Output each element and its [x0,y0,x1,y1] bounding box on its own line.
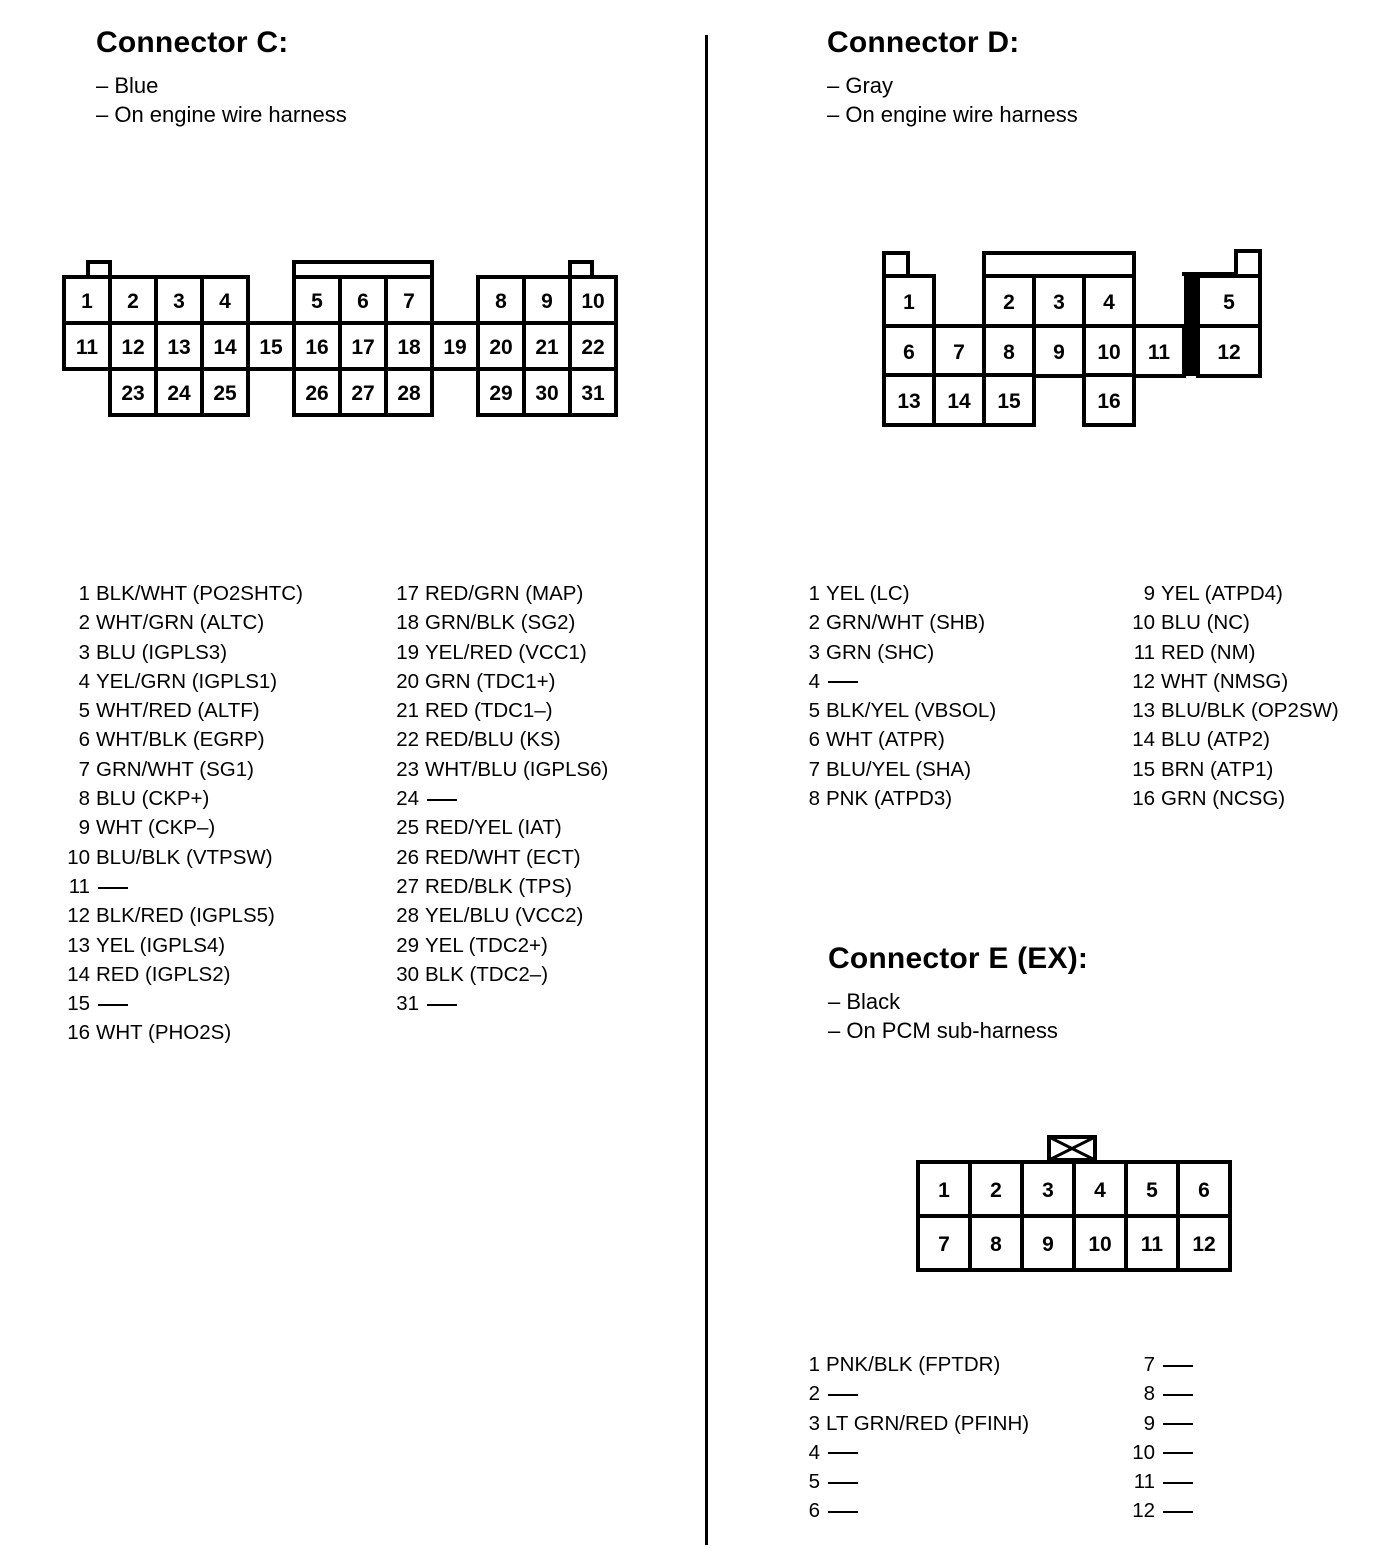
pin-cavity-number: 21 [535,336,559,359]
connector-e-notes [828,987,1058,1045]
pin-label: YEL (LC) [826,582,910,605]
pin-row [800,608,996,637]
pin-cavity-number: 26 [305,382,329,405]
pin-row [800,1379,1029,1408]
connector-d-title: Connector D: [827,26,1020,59]
pin-cavity-number: 8 [1003,341,1015,364]
pin-number: 8 [78,787,90,811]
pin-row [800,1467,1029,1496]
pin-number: 3 [808,640,820,664]
pin-row [1119,667,1339,696]
latch-tab [64,262,110,277]
unused-pin-dash [828,1511,858,1513]
connector-c-color-note: – Blue [96,73,159,98]
pin-label: RED (NM) [1161,640,1256,664]
pin-cavity-number: 10 [581,290,605,313]
latch-tab [570,262,592,277]
pin-label: WHT/GRN (ALTC) [96,611,265,635]
pin-label: BLK/RED (IGPLS5) [96,904,275,928]
pin-cavity-number: 2 [1003,291,1015,314]
connector-c-pin-list-2 [389,579,608,1018]
pin-number: 14 [1132,728,1155,752]
pin-row [60,755,303,784]
pin-cavity-number: 25 [213,382,237,405]
pin-row [60,784,303,813]
unused-pin-dash [1163,1511,1193,1513]
pin-number: 20 [396,669,419,693]
pin-row [389,579,608,608]
connector-e-diagram [700,1100,1392,1300]
pin-number: 2 [808,1382,820,1406]
pin-row [389,931,608,960]
pin-row [60,843,303,872]
pin-number: 3 [808,1411,820,1435]
connector-d-diagram [700,0,1392,500]
pin-number: 15 [67,992,90,1016]
pin-number: 12 [1132,669,1155,693]
pin-row [800,725,996,754]
pin-cavity-number: 6 [357,290,369,313]
pin-cavity-number: 29 [489,382,513,405]
unused-pin-dash [1163,1365,1193,1367]
pin-cavity-number: 11 [1147,341,1171,364]
pin-row [800,1496,1029,1525]
latch-tab [1184,274,1236,276]
pin-cavity-number: 1 [903,291,915,314]
unused-pin-dash [1163,1394,1193,1396]
pin-cavity-number: 12 [1217,341,1241,364]
pin-cavity-number: 2 [127,290,139,313]
pin-label: RED/BLK (TPS) [425,874,572,898]
pin-number: 11 [1133,1470,1155,1494]
pin-row [1119,1467,1193,1496]
pin-row [60,813,303,842]
pin-label: BLU/YEL (SHA) [826,757,972,781]
pin-number: 19 [396,640,419,664]
pin-cavity-number: 16 [1097,390,1121,413]
latch-tab [1236,251,1260,276]
pin-label: BLU/BLK (VTPSW) [96,845,273,869]
pin-label: WHT (NMSG) [1161,669,1289,693]
pin-number: 6 [808,1499,820,1523]
unused-pin-dash [1163,1423,1193,1425]
pin-cavity-number: 12 [121,336,145,359]
pin-row [800,696,996,725]
pin-cavity-number: 9 [1042,1233,1054,1256]
pin-cavity-number: 22 [581,336,605,359]
pin-label: RED/WHT (ECT) [425,845,581,869]
key-bracket [984,253,1134,276]
pin-label: BLU (IGPLS3) [96,640,228,664]
pin-number: 16 [1132,787,1155,811]
pin-cavity-number: 13 [897,390,921,413]
pin-row [389,696,608,725]
connector-e-pin-list-1 [800,1350,1029,1526]
pin-cavity-number: 6 [903,341,915,364]
connector-d-pin-list-1 [800,579,996,813]
pin-number: 11 [68,874,90,898]
pin-cavity-number: 9 [1053,341,1065,364]
pin-row [60,931,303,960]
connector-d-location-note: – On engine wire harness [827,102,1078,127]
connector-d-pin-list-2 [1119,579,1339,813]
pin-number: 29 [396,933,419,957]
pin-label: WHT/RED (ALTF) [96,699,260,723]
pin-number: 10 [1132,1440,1155,1464]
pin-number: 2 [78,611,90,635]
pin-number: 10 [67,845,90,869]
pin-cavity-number: 9 [541,290,553,313]
pin-cavity-number: 15 [259,336,283,359]
pin-number: 5 [808,699,820,723]
pin-number: 21 [396,699,419,723]
connector-e-pin-list-2 [1119,1350,1193,1526]
connector-e-color-note: – Black [828,989,901,1014]
pin-row [800,579,996,608]
pin-label: BLU/BLK (OP2SW) [1161,699,1339,723]
key-bracket [294,262,432,277]
pin-row [389,960,608,989]
pin-row [1119,784,1339,813]
pin-cavity-number: 13 [167,336,191,359]
pin-number: 7 [1143,1353,1155,1376]
pin-number: 9 [1143,1411,1155,1435]
connector-e-location-note: – On PCM sub-harness [828,1018,1058,1043]
pin-cavity-number: 5 [1223,291,1235,314]
pin-label: YEL (TDC2+) [425,933,548,957]
pin-cavity-number: 1 [938,1179,950,1202]
pin-row [800,1438,1029,1467]
pin-cavity-number: 28 [397,382,421,405]
pin-number: 18 [396,611,419,635]
pin-label: YEL/GRN (IGPLS1) [96,669,278,693]
pin-number: 9 [78,816,90,840]
pin-row [1119,1496,1193,1525]
connector-c-diagram [0,0,700,500]
pin-number: 1 [808,582,820,605]
pin-row [60,638,303,667]
pin-number: 6 [808,728,820,752]
pin-row [1119,725,1339,754]
pin-row [800,1350,1029,1379]
connector-e-title: Connector E (EX): [828,942,1089,975]
pin-label: BLU (ATP2) [1161,728,1270,752]
pin-number: 14 [67,962,90,986]
unused-pin-dash [1163,1482,1193,1484]
pin-number: 17 [396,582,419,605]
pin-cavity-number: 10 [1097,341,1121,364]
pin-row [389,608,608,637]
pin-cavity-number: 1 [81,290,93,313]
pin-cavity-number: 19 [443,336,467,359]
pin-label: BLU (CKP+) [96,787,210,811]
pin-label: LT GRN/RED (PFINH) [826,1411,1030,1435]
pin-number: 15 [1132,757,1155,781]
polarizing-key [1184,276,1198,376]
pin-number: 11 [1133,640,1155,664]
pin-cavity-number: 27 [351,382,375,405]
pin-number: 4 [78,669,90,693]
pin-number: 13 [1132,699,1155,723]
pin-label: GRN/BLK (SG2) [425,611,576,635]
pin-cavity-number: 18 [397,336,421,359]
pin-cavity-number: 2 [990,1179,1002,1202]
pin-row [60,579,303,608]
pin-label: BLK/YEL (VBSOL) [826,699,997,723]
pin-number: 5 [808,1470,820,1494]
unused-pin-dash [828,1394,858,1396]
pin-label: YEL/RED (VCC1) [425,640,587,664]
pin-number: 24 [396,787,419,811]
pin-row [1119,638,1339,667]
pin-label: GRN/WHT (SHB) [826,611,986,635]
pin-number: 26 [396,845,419,869]
pin-number: 8 [808,787,820,811]
pin-cavity-number: 5 [1146,1179,1158,1202]
pin-label: GRN (NCSG) [1161,787,1286,811]
pin-number: 8 [1143,1382,1155,1406]
pin-row [60,608,303,637]
pin-label: WHT (CKP–) [96,816,216,840]
connector-c-location-note: – On engine wire harness [96,102,347,127]
unused-pin-dash [1163,1452,1193,1454]
unused-pin-dash [427,799,457,801]
pin-cavity-number: 23 [121,382,145,405]
pin-cavity-number: 30 [535,382,559,405]
pin-row [60,1018,303,1047]
pin-cavity-number: 3 [1053,291,1065,314]
pin-label: YEL/BLU (VCC2) [425,904,584,928]
pin-cavity-number: 4 [1103,291,1115,314]
pin-cavity-number: 20 [489,336,513,359]
pin-number: 4 [808,669,820,693]
pin-cavity-number: 11 [1140,1233,1164,1256]
pin-row [389,755,608,784]
unused-pin-dash [828,681,858,683]
pin-cavity-number: 7 [938,1233,950,1256]
pin-cavity-number: 4 [219,290,231,313]
pin-row [800,784,996,813]
pin-cavity-number: 3 [173,290,185,313]
pin-number: 13 [67,933,90,957]
pin-row [389,901,608,930]
pin-row [1119,1409,1193,1438]
pin-label: BLK (TDC2–) [425,962,549,986]
pin-cavity-number: 5 [311,290,323,313]
pin-label: RED/YEL (IAT) [425,816,562,840]
pin-number: 7 [78,757,90,781]
pin-row [60,960,303,989]
pin-row [389,784,608,813]
pin-row [389,843,608,872]
pin-cavity-number: 31 [581,382,605,405]
pin-label: WHT (ATPR) [826,728,945,752]
pin-cavity-number: 7 [953,341,965,364]
pin-label: PNK (ATPD3) [826,787,953,811]
pin-cavity-number: 10 [1088,1233,1112,1256]
pin-row [389,667,608,696]
pin-label: BLK/WHT (PO2SHTC) [96,582,303,605]
pin-label: RED (IGPLS2) [96,962,231,986]
pin-number: 22 [396,728,419,752]
pin-row [1119,579,1339,608]
connector-c-title: Connector C: [96,26,289,59]
pin-cavity-number: 24 [167,382,191,405]
latch-tab [884,253,908,276]
unused-pin-dash [98,1004,128,1006]
unused-pin-dash [828,1452,858,1454]
pin-number: 30 [396,962,419,986]
pin-row [60,667,303,696]
pin-row [389,872,608,901]
pin-label: YEL (ATPD4) [1161,582,1283,605]
pin-label: BLU (NC) [1161,611,1250,635]
pin-number: 2 [808,611,820,635]
pin-row [389,638,608,667]
pin-number: 31 [396,992,419,1016]
pin-row [800,755,996,784]
pin-number: 4 [808,1440,820,1464]
pin-number: 23 [396,757,419,781]
pin-label: BRN (ATP1) [1161,757,1274,781]
pin-cavity-number: 15 [997,390,1021,413]
pin-row [60,989,303,1018]
pin-label: WHT/BLK (EGRP) [96,728,265,752]
pin-number: 3 [78,640,90,664]
pin-label: YEL (IGPLS4) [96,933,226,957]
pin-label: RED (TDC1–) [425,699,553,723]
pin-row [389,813,608,842]
pin-cavity-number: 12 [1192,1233,1216,1256]
pin-label: GRN/WHT (SG1) [96,757,254,781]
pin-row [60,725,303,754]
pin-number: 1 [808,1353,820,1376]
pin-cavity-number: 17 [351,336,375,359]
pin-number: 12 [67,904,90,928]
pin-label: GRN (SHC) [826,640,935,664]
pin-number: 5 [78,699,90,723]
pin-cavity-number: 16 [305,336,329,359]
pin-row [389,725,608,754]
pin-label: PNK/BLK (FPTDR) [826,1353,1001,1376]
pin-cavity-number: 11 [75,336,99,359]
pin-label: GRN (TDC1+) [425,669,556,693]
pin-cavity-number: 8 [495,290,507,313]
pin-row [60,872,303,901]
unused-pin-dash [427,1004,457,1006]
pin-label: RED/BLU (KS) [425,728,561,752]
pin-row [1119,1350,1193,1379]
unused-pin-dash [828,1482,858,1484]
pin-row [1119,1379,1193,1408]
pin-row [1119,755,1339,784]
pin-row [1119,696,1339,725]
pin-row [1119,1438,1193,1467]
pin-number: 9 [1143,582,1155,605]
pin-number: 1 [78,582,90,605]
pin-label: WHT/BLU (IGPLS6) [425,757,609,781]
pin-row [800,1409,1029,1438]
pin-cavity-number: 14 [213,336,237,359]
unused-pin-dash [98,887,128,889]
connector-c-pin-list-1 [60,579,303,1048]
pin-row [800,638,996,667]
pin-label: WHT (PHO2S) [96,1021,232,1045]
pin-number: 10 [1132,611,1155,635]
pin-cavity-number: 4 [1094,1179,1106,1202]
pin-row [60,901,303,930]
pin-cavity-number: 8 [990,1233,1002,1256]
pin-row [389,989,608,1018]
pin-cavity-number: 3 [1042,1179,1054,1202]
pin-number: 16 [67,1021,90,1045]
pin-number: 25 [396,816,419,840]
pin-row [1119,608,1339,637]
pin-cavity-number: 7 [403,290,415,313]
pin-cavity-number: 14 [947,390,971,413]
connector-d-color-note: – Gray [827,73,894,98]
pin-number: 27 [396,874,419,898]
pin-label: RED/GRN (MAP) [425,582,584,605]
pin-row [800,667,996,696]
pin-row [60,696,303,725]
pin-cavity-number: 6 [1198,1179,1210,1202]
pin-number: 28 [396,904,419,928]
pin-number: 7 [808,757,820,781]
pin-number: 6 [78,728,90,752]
pin-number: 12 [1132,1499,1155,1523]
